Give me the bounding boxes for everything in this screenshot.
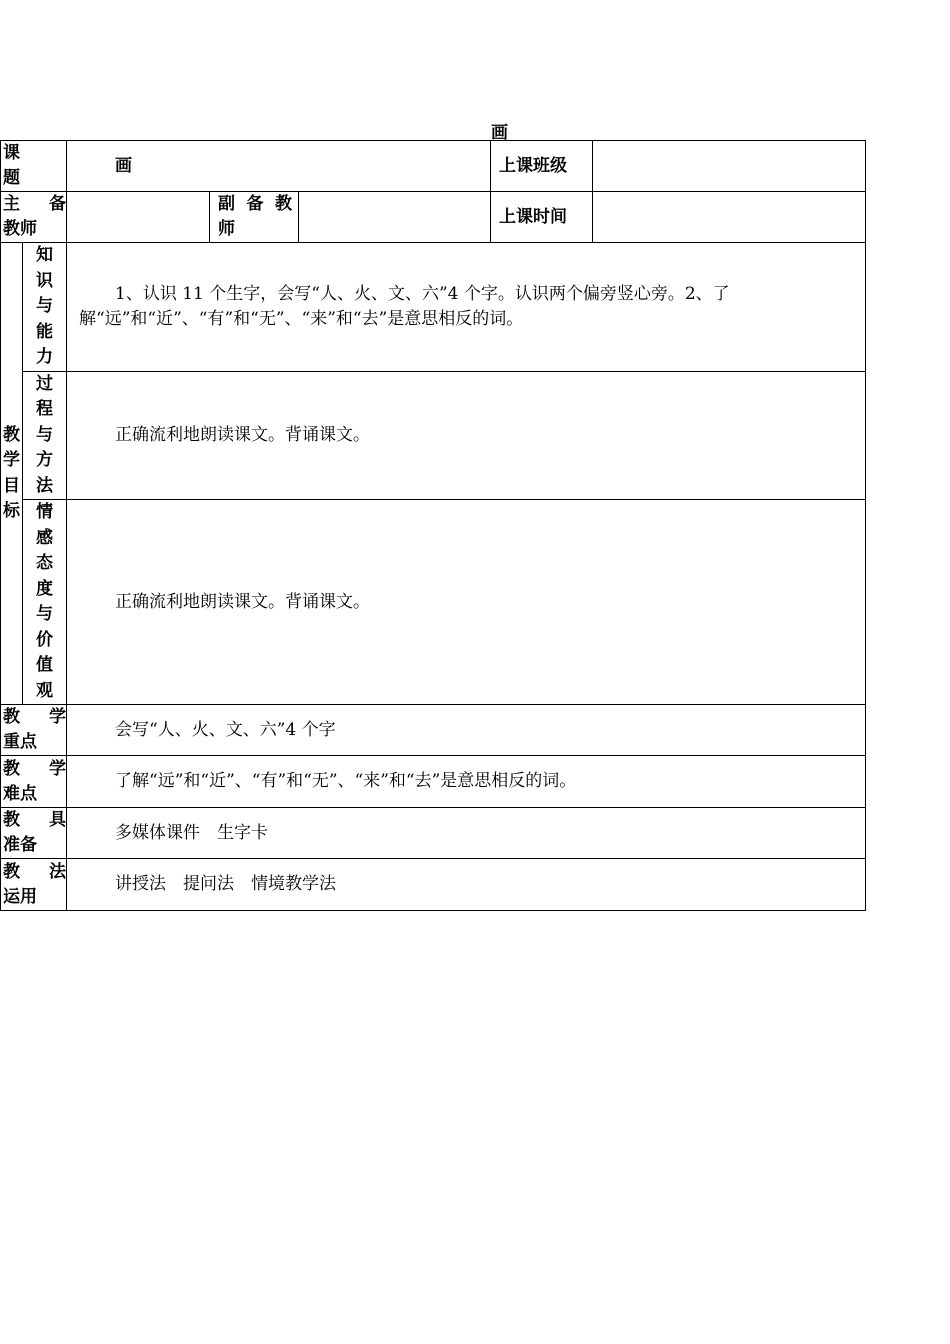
topic-row <box>1 141 866 192</box>
topic-label: 课 题 <box>1 141 67 192</box>
class-value <box>593 141 866 192</box>
process-label: 过 程 与 方 法 <box>23 371 67 500</box>
topic-value: 画 <box>67 141 491 192</box>
emotion-text: 正确流利地朗读课文。背诵课文。 <box>67 500 866 705</box>
lesson-plan-table <box>0 140 866 911</box>
knowledge-label: 知 识 与 能 力 <box>23 243 67 372</box>
key-points-label: 教 学 重点 <box>1 705 67 756</box>
process-text: 正确流利地朗读课文。背诵课文。 <box>67 371 866 500</box>
main-teacher-value <box>67 192 210 243</box>
time-label: 上课时间 <box>491 192 593 243</box>
time-value <box>593 192 866 243</box>
assist-teacher-label: 副 备 教 师 <box>210 192 299 243</box>
teacher-row <box>1 192 866 243</box>
difficulties-row <box>1 756 866 808</box>
objective-knowledge-row <box>1 243 866 372</box>
key-points-text: 会写“人、火、文、六”4 个字 <box>67 705 866 756</box>
tools-text: 多媒体课件 生字卡 <box>67 808 866 859</box>
knowledge-text: 1、认识 11 个生字，会写“人、火、文、六”4 个字。认识两个偏旁竖心旁。2、了解“远”和“近”、“有”和“无”、“来”和“去”是意思相反的词。 <box>67 243 866 372</box>
class-label: 上课班级 <box>491 141 593 192</box>
methods-text: 讲授法 提问法 情境教学法 <box>67 859 866 911</box>
page-title: 画 <box>491 123 508 143</box>
assist-teacher-value <box>299 192 491 243</box>
main-teacher-label: 主 备 教师 <box>1 192 67 243</box>
objectives-label: 教 学 目 标 <box>1 243 23 705</box>
methods-row <box>1 859 866 911</box>
objective-process-row <box>1 371 866 500</box>
objective-emotion-row <box>1 500 866 705</box>
methods-label: 教 法 运用 <box>1 859 67 911</box>
key-points-row <box>1 705 866 756</box>
difficulties-label: 教 学 难点 <box>1 756 67 808</box>
tools-label: 教 具 准备 <box>1 808 67 859</box>
tools-row <box>1 808 866 859</box>
emotion-label: 情 感 态 度 与 价 值 观 <box>23 500 67 705</box>
difficulties-text: 了解“远”和“近”、“有”和“无”、“来”和“去”是意思相反的词。 <box>67 756 866 808</box>
